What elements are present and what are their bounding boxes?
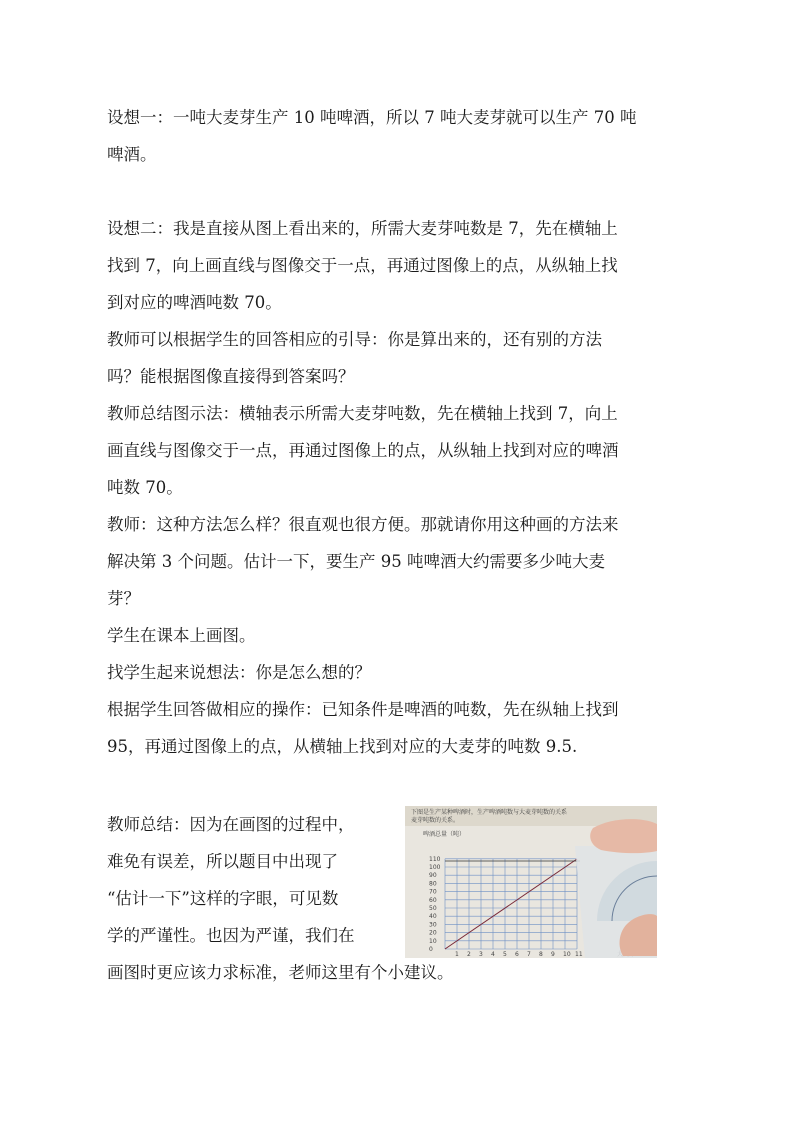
text-line: 吨数 70。: [107, 478, 183, 497]
text-line: 设想二：我是直接从图上看出来的，所需大麦芽吨数是 7，先在横轴上: [107, 219, 618, 238]
photo-y-label: 啤酒总量（吨）: [423, 831, 466, 838]
text-line: 95，再通过图像上的点，从横轴上找到对应的大麦芽的吨数 9.5.: [107, 737, 578, 756]
x-tick-label: 6: [515, 951, 519, 958]
y-tick-label: 90: [429, 872, 437, 880]
text-line: 啤酒。: [107, 145, 157, 164]
photo-caption-2: 麦芽吨数的关系。: [411, 817, 460, 824]
x-tick-label: 1: [455, 951, 459, 958]
x-tick-label: 2: [467, 951, 471, 958]
x-tick-label: 7: [527, 951, 531, 958]
text-line: 到对应的啤酒吨数 70。: [107, 293, 282, 312]
y-tick-label: 30: [429, 921, 437, 929]
x-tick-label: 11: [575, 951, 583, 958]
text-line: 吗？能根据图像直接得到答案吗？: [107, 367, 355, 386]
paragraph-6: [107, 617, 697, 654]
y-tick-label: 20: [429, 929, 437, 937]
y-tick-label: 80: [429, 880, 437, 888]
y-tick-label: 10: [429, 937, 437, 945]
text-line: 根据学生回答做相应的操作：已知条件是啤酒的吨数，先在纵轴上找到: [107, 700, 619, 719]
paragraph-7: [107, 654, 697, 691]
graph-photo-svg: [405, 806, 657, 958]
paragraph-8: [107, 691, 697, 765]
paragraph-1: [107, 99, 697, 173]
text-line: 难免有误差，所以题目中出现了: [107, 852, 338, 871]
y-tick-label: 100: [429, 864, 441, 871]
paragraph-3: [107, 321, 697, 395]
x-tick-label: 10: [563, 951, 571, 958]
text-line: 找学生起来说想法：你是怎么想的？: [107, 663, 371, 682]
text-line: 教师：这种方法怎么样？很直观也很方便。那就请你用这种画的方法来: [107, 515, 619, 534]
text-line: 学生在课本上画图。: [107, 626, 256, 645]
x-tick-label: 5: [503, 951, 507, 958]
text-line: 画直线与图像交于一点，再通过图像上的点，从纵轴上找到对应的啤酒: [107, 441, 619, 460]
paragraph-5: [107, 506, 697, 617]
text-line: 教师可以根据学生的回答相应的引导：你是算出来的，还有别的方法: [107, 330, 602, 349]
text-line: 画图时更应该力求标准，老师这里有个小建议。: [107, 963, 454, 982]
text-line: 教师总结图示法：横轴表示所需大麦芽吨数，先在横轴上找到 7，向上: [107, 404, 618, 423]
x-tick-label: 8: [539, 951, 543, 958]
x-tick-label: 4: [491, 951, 495, 958]
x-tick-label: 3: [479, 951, 483, 958]
text-line: “估计一下”这样的字眼，可见数: [107, 889, 339, 908]
textbook-photo: [405, 806, 657, 958]
text-line: 设想一：一吨大麦芽生产 10 吨啤酒，所以 7 吨大麦芽就可以生产 70 吨: [107, 108, 637, 127]
y-tick-label: 0: [429, 946, 433, 953]
y-tick-label: 110: [429, 855, 441, 863]
x-tick-label: 9: [551, 951, 555, 958]
y-tick-label: 60: [429, 896, 437, 904]
paragraph-4: [107, 395, 697, 506]
text-line: 学的严谨性。也因为严谨，我们在: [107, 926, 355, 945]
text-line: 教师总结：因为在画图的过程中，: [107, 815, 355, 834]
text-line: 芽？: [107, 589, 140, 608]
text-line: 解决第 3 个问题。估计一下，要生产 95 吨啤酒大约需要多少吨大麦: [107, 552, 605, 571]
paragraph-2: [107, 210, 697, 321]
y-tick-label: 40: [429, 913, 437, 921]
y-tick-label: 50: [429, 905, 437, 912]
photo-caption: 下图是生产某种啤酒时，生产啤酒吨数与大麦芽吨数的关系: [411, 809, 568, 816]
text-line: 找到 7，向上画直线与图像交于一点，再通过图像上的点，从纵轴上找: [107, 256, 618, 275]
y-tick-label: 70: [429, 888, 437, 896]
